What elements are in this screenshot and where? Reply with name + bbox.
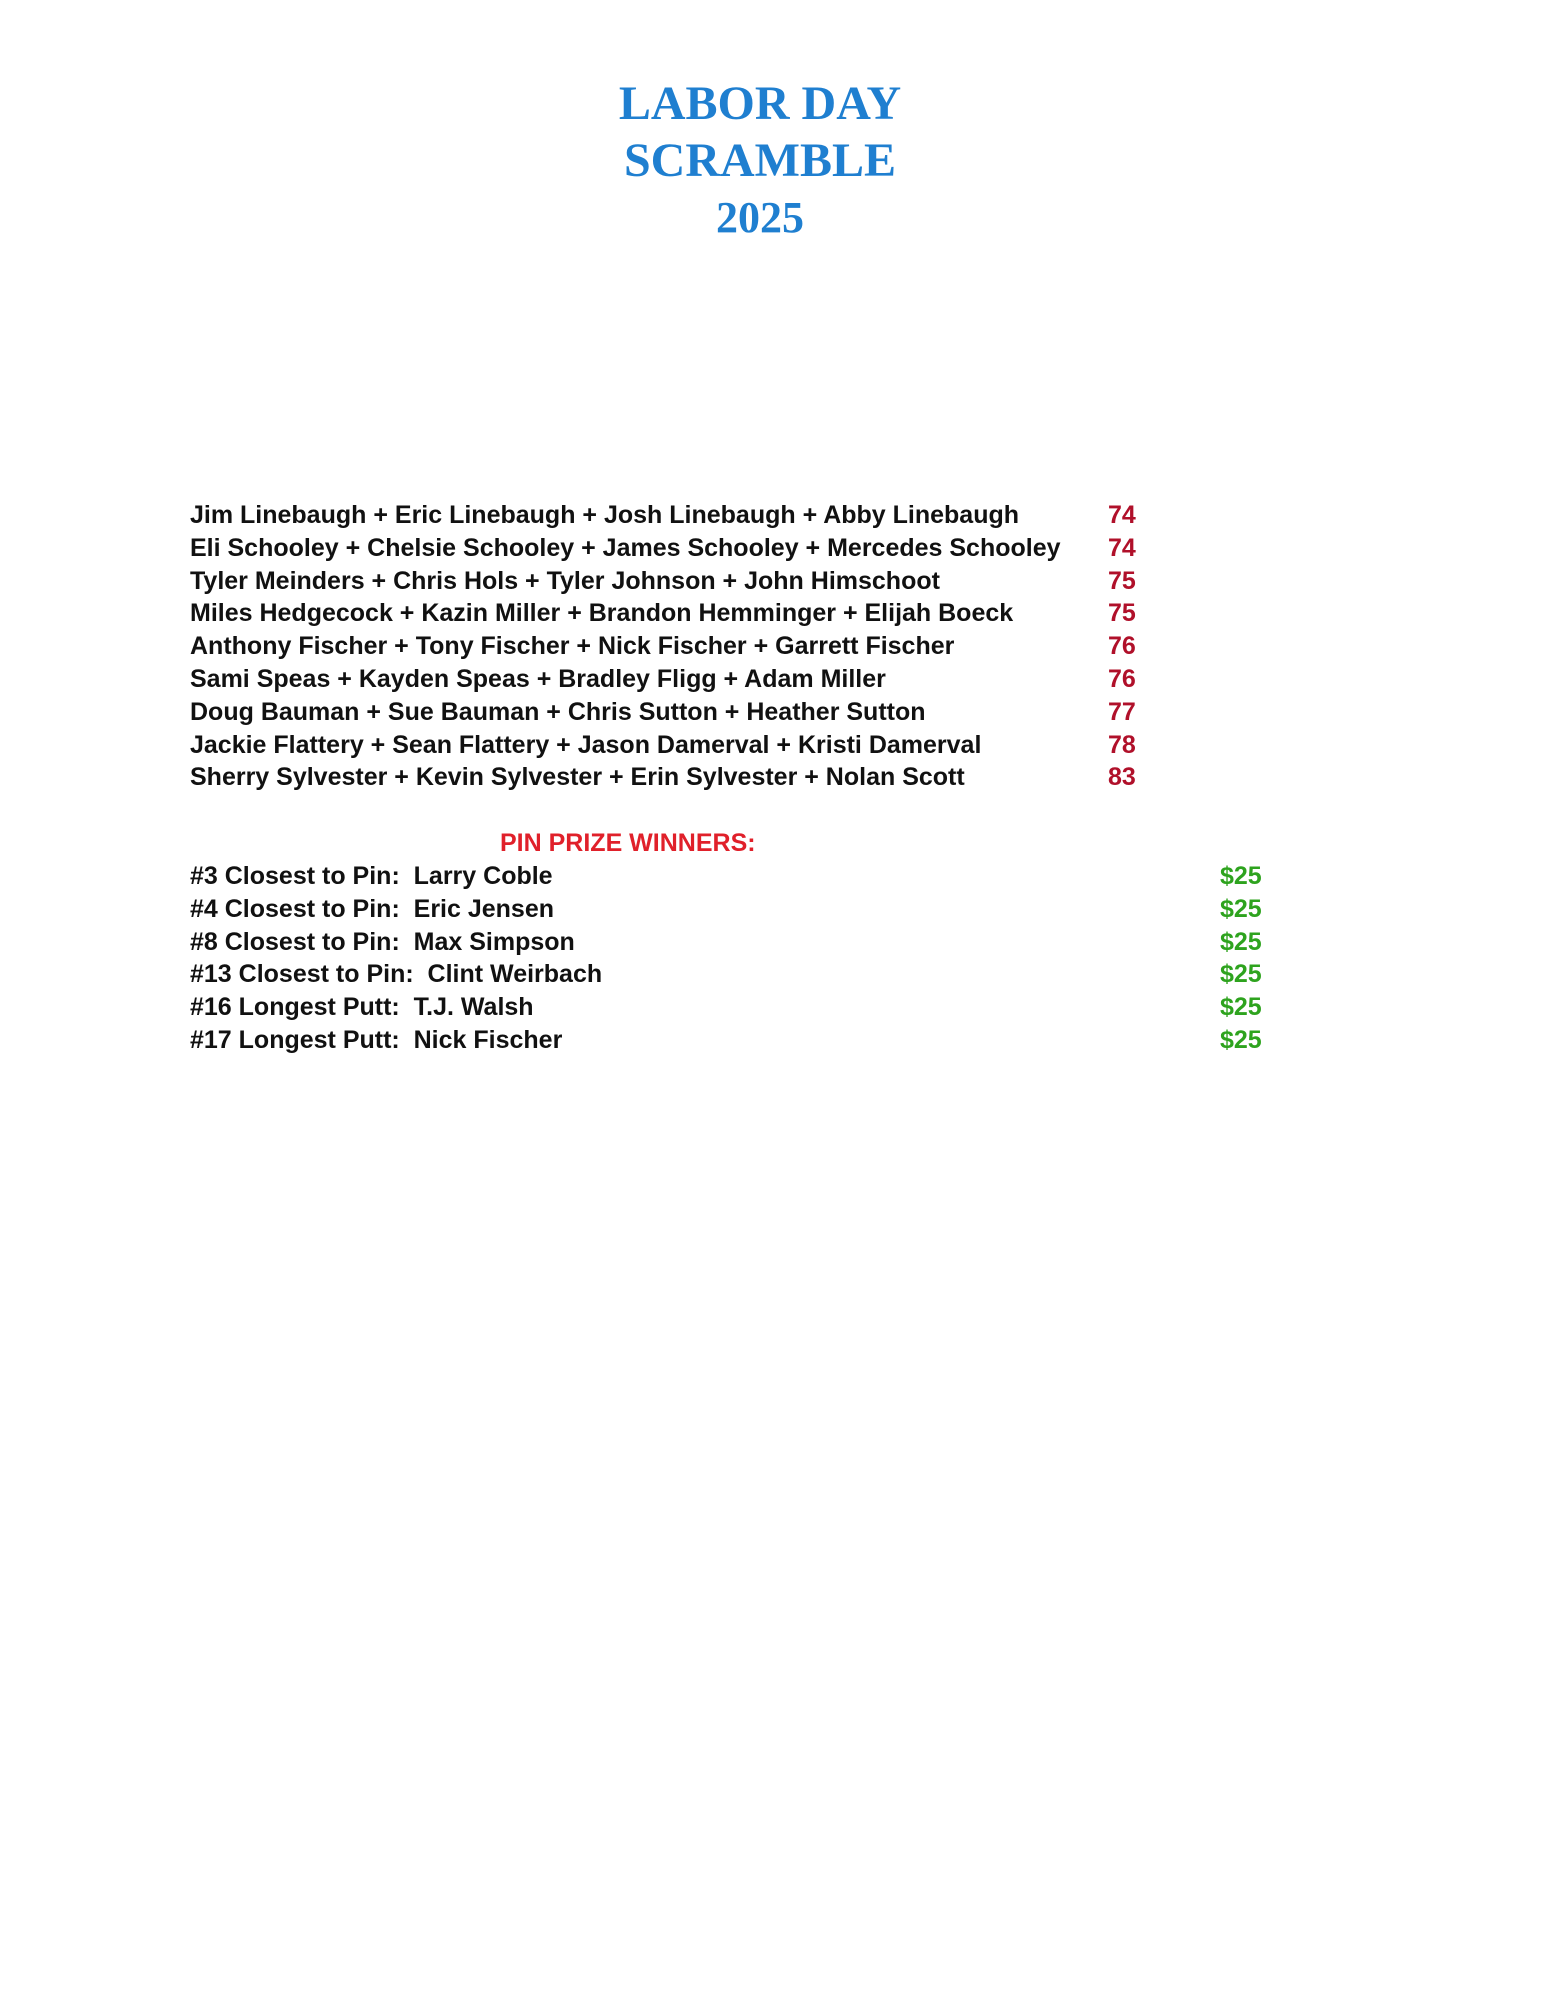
title-line-2: SCRAMBLE [623,134,897,187]
team-row [190,565,1150,598]
prize-row [190,893,1290,926]
team-score: 77 [1108,697,1136,726]
team-score: 76 [1108,632,1136,661]
prize-winner: #17 Longest Putt: Nick Fischer [190,1025,563,1054]
team-results-list [190,499,1150,794]
prize-amount: $25 [1220,862,1262,890]
team-score: 78 [1108,730,1136,759]
prize-row [190,991,1290,1024]
prize-amount: $25 [1220,993,1262,1022]
pin-prize-heading: PIN PRIZE WINNERS: [500,829,756,857]
prize-row [190,860,1290,893]
team-row [190,696,1150,729]
prize-winner: #13 Closest to Pin: Clint Weirbach [190,960,603,989]
team-row [190,597,1150,630]
prize-row [190,1024,1290,1057]
team-score: 74 [1108,501,1136,529]
prize-winner: #3 Closest to Pin: Larry Coble [190,862,553,890]
prize-row [190,926,1290,959]
prize-amount: $25 [1220,1025,1262,1054]
team-score: 75 [1108,566,1136,595]
team-names: Doug Bauman + Sue Bauman + Chris Sutton + Heather Sutton [190,697,926,726]
team-row [190,499,1150,532]
team-score: 76 [1108,664,1136,693]
team-names: Sherry Sylvester + Kevin Sylvester + Erin Sylvester + Nolan Scott [190,763,965,792]
team-names: Jim Linebaugh + Eric Linebaugh + Josh Linebaugh + Abby Linebaugh [190,501,1020,529]
team-score: 75 [1108,599,1136,628]
team-row [190,729,1150,762]
team-score: 83 [1108,763,1136,792]
team-names: Jackie Flattery + Sean Flattery + Jason Damerval + Kristi Damerval [190,730,982,759]
prize-winner: #8 Closest to Pin: Max Simpson [190,927,575,956]
title-line-1: LABOR DAY [618,77,902,130]
prize-amount: $25 [1220,894,1262,923]
team-names: Eli Schooley + Chelsie Schooley + James Schooley + Mercedes Schooley [190,533,1061,562]
prize-amount: $25 [1220,960,1262,989]
team-names: Anthony Fischer + Tony Fischer + Nick Fischer + Garrett Fischer [190,632,955,661]
team-row [190,761,1150,794]
prize-row [190,958,1290,991]
team-row [190,630,1150,663]
team-names: Tyler Meinders + Chris Hols + Tyler Johnson + John Himschoot [190,566,940,595]
team-row [190,663,1150,696]
prize-winner: #16 Longest Putt: T.J. Walsh [190,993,534,1022]
team-names: Sami Speas + Kayden Speas + Bradley Fligg + Adam Miller [190,664,886,693]
prize-amount: $25 [1220,927,1262,956]
title-year: 2025 [716,193,804,242]
prize-winner: #4 Closest to Pin: Eric Jensen [190,894,555,923]
team-names: Miles Hedgecock + Kazin Miller + Brandon Hemminger + Elijah Boeck [190,599,1014,628]
team-score: 74 [1108,533,1136,562]
pin-prize-list [190,860,1290,1057]
team-row [190,532,1150,565]
